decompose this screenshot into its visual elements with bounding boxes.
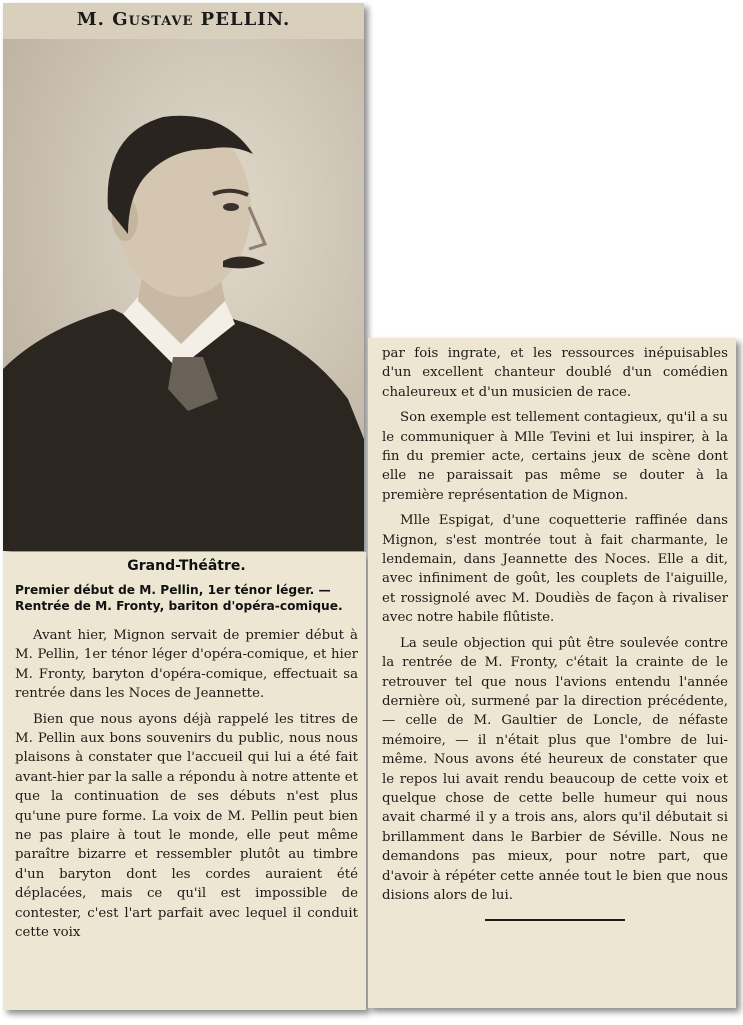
paragraph: par fois ingrate, et les ressources inépuisables d'un excellent chanteur doublé d'un comédien chaleureux et d'un musicien de race. xyxy=(382,346,728,400)
portrait-photo xyxy=(3,39,364,551)
end-rule xyxy=(485,919,625,921)
paragraph: Avant hier, Mignon servait de premier début à M. Pellin, 1er ténor léger d'opéra-comique, et hier M. Fronty, baryton d'opéra-comique, effectuait sa rentrée dans les Noces de Jeannette. xyxy=(15,628,358,702)
article-left-column xyxy=(3,552,366,1010)
paragraph: Son exemple est tellement contagieux, qu'il a su le communiquer à Mlle Tevini et lui inspirer, à la fin du premier acte, certains jeux de scène dont elle ne paraissait pas même se douter à la première représentation de Mignon. xyxy=(382,410,728,503)
article-right-column xyxy=(368,338,736,1008)
paragraph: Bien que nous ayons déjà rappelé les titres de M. Pellin aux bons souvenirs du public, nous nous plaisons à constater que l'accueil qui lui a été fait avant-hier par la salle a répondu à notre attente et que la continuation de ses débuts n'est plus qu'une pure forme. La voix de M. Pellin peut bien ne pas plaire à tout le monde, elle peut même paraître bizarre et ressembler plutôt au timbre d'un baryton dont les cordes auraient été déplacées, mais ce qu'il est impossible de contester, c'est l'art parfait avec lequel il conduit cette voix xyxy=(15,711,358,941)
article-subheading: Premier début de M. Pellin, 1er ténor léger. — Rentrée de M. Fronty, bariton d'opéra-comique. xyxy=(15,583,343,613)
paragraph: Mlle Espigat, d'une coquetterie raffinée dans Mignon, s'est montrée tout à fait charmante, le lendemain, dans Jeannette des Noces. Elle a dit, avec infiniment de goût, les couplets de l'aiguille, et rossignolé avec M. Doudiès de façon à rivaliser avec notre habile flûtiste. xyxy=(382,513,728,626)
portrait-image xyxy=(3,39,364,551)
portrait-caption: M. Gustave PELLIN. xyxy=(76,9,291,30)
paragraph: La seule objection qui pût être soulevée contre la rentrée de M. Fronty, c'était la crainte de le retrouver tel que nous l'avions entendu l'année dernière où, surmené par la direction précédente, — celle de M. Gaultier de Loncle, de néfaste mémoire, — il n'était plus que l'ombre de lui-même. Nous avons été heureux de constater que le repos lui avait rendu beaucoup de cette voix et quelque chose de cette belle humeur qui nous avait charmé il y a trois ans, alors qu'il débutait si brillamment dans le Barbier de Séville. Nous ne demandons pas mieux, pour notre part, que d'avoir à répéter cette année tout le bien que nous disions alors de lui. xyxy=(382,635,728,903)
portrait-card xyxy=(3,3,364,551)
section-heading: Grand-Théâtre. xyxy=(127,558,246,574)
